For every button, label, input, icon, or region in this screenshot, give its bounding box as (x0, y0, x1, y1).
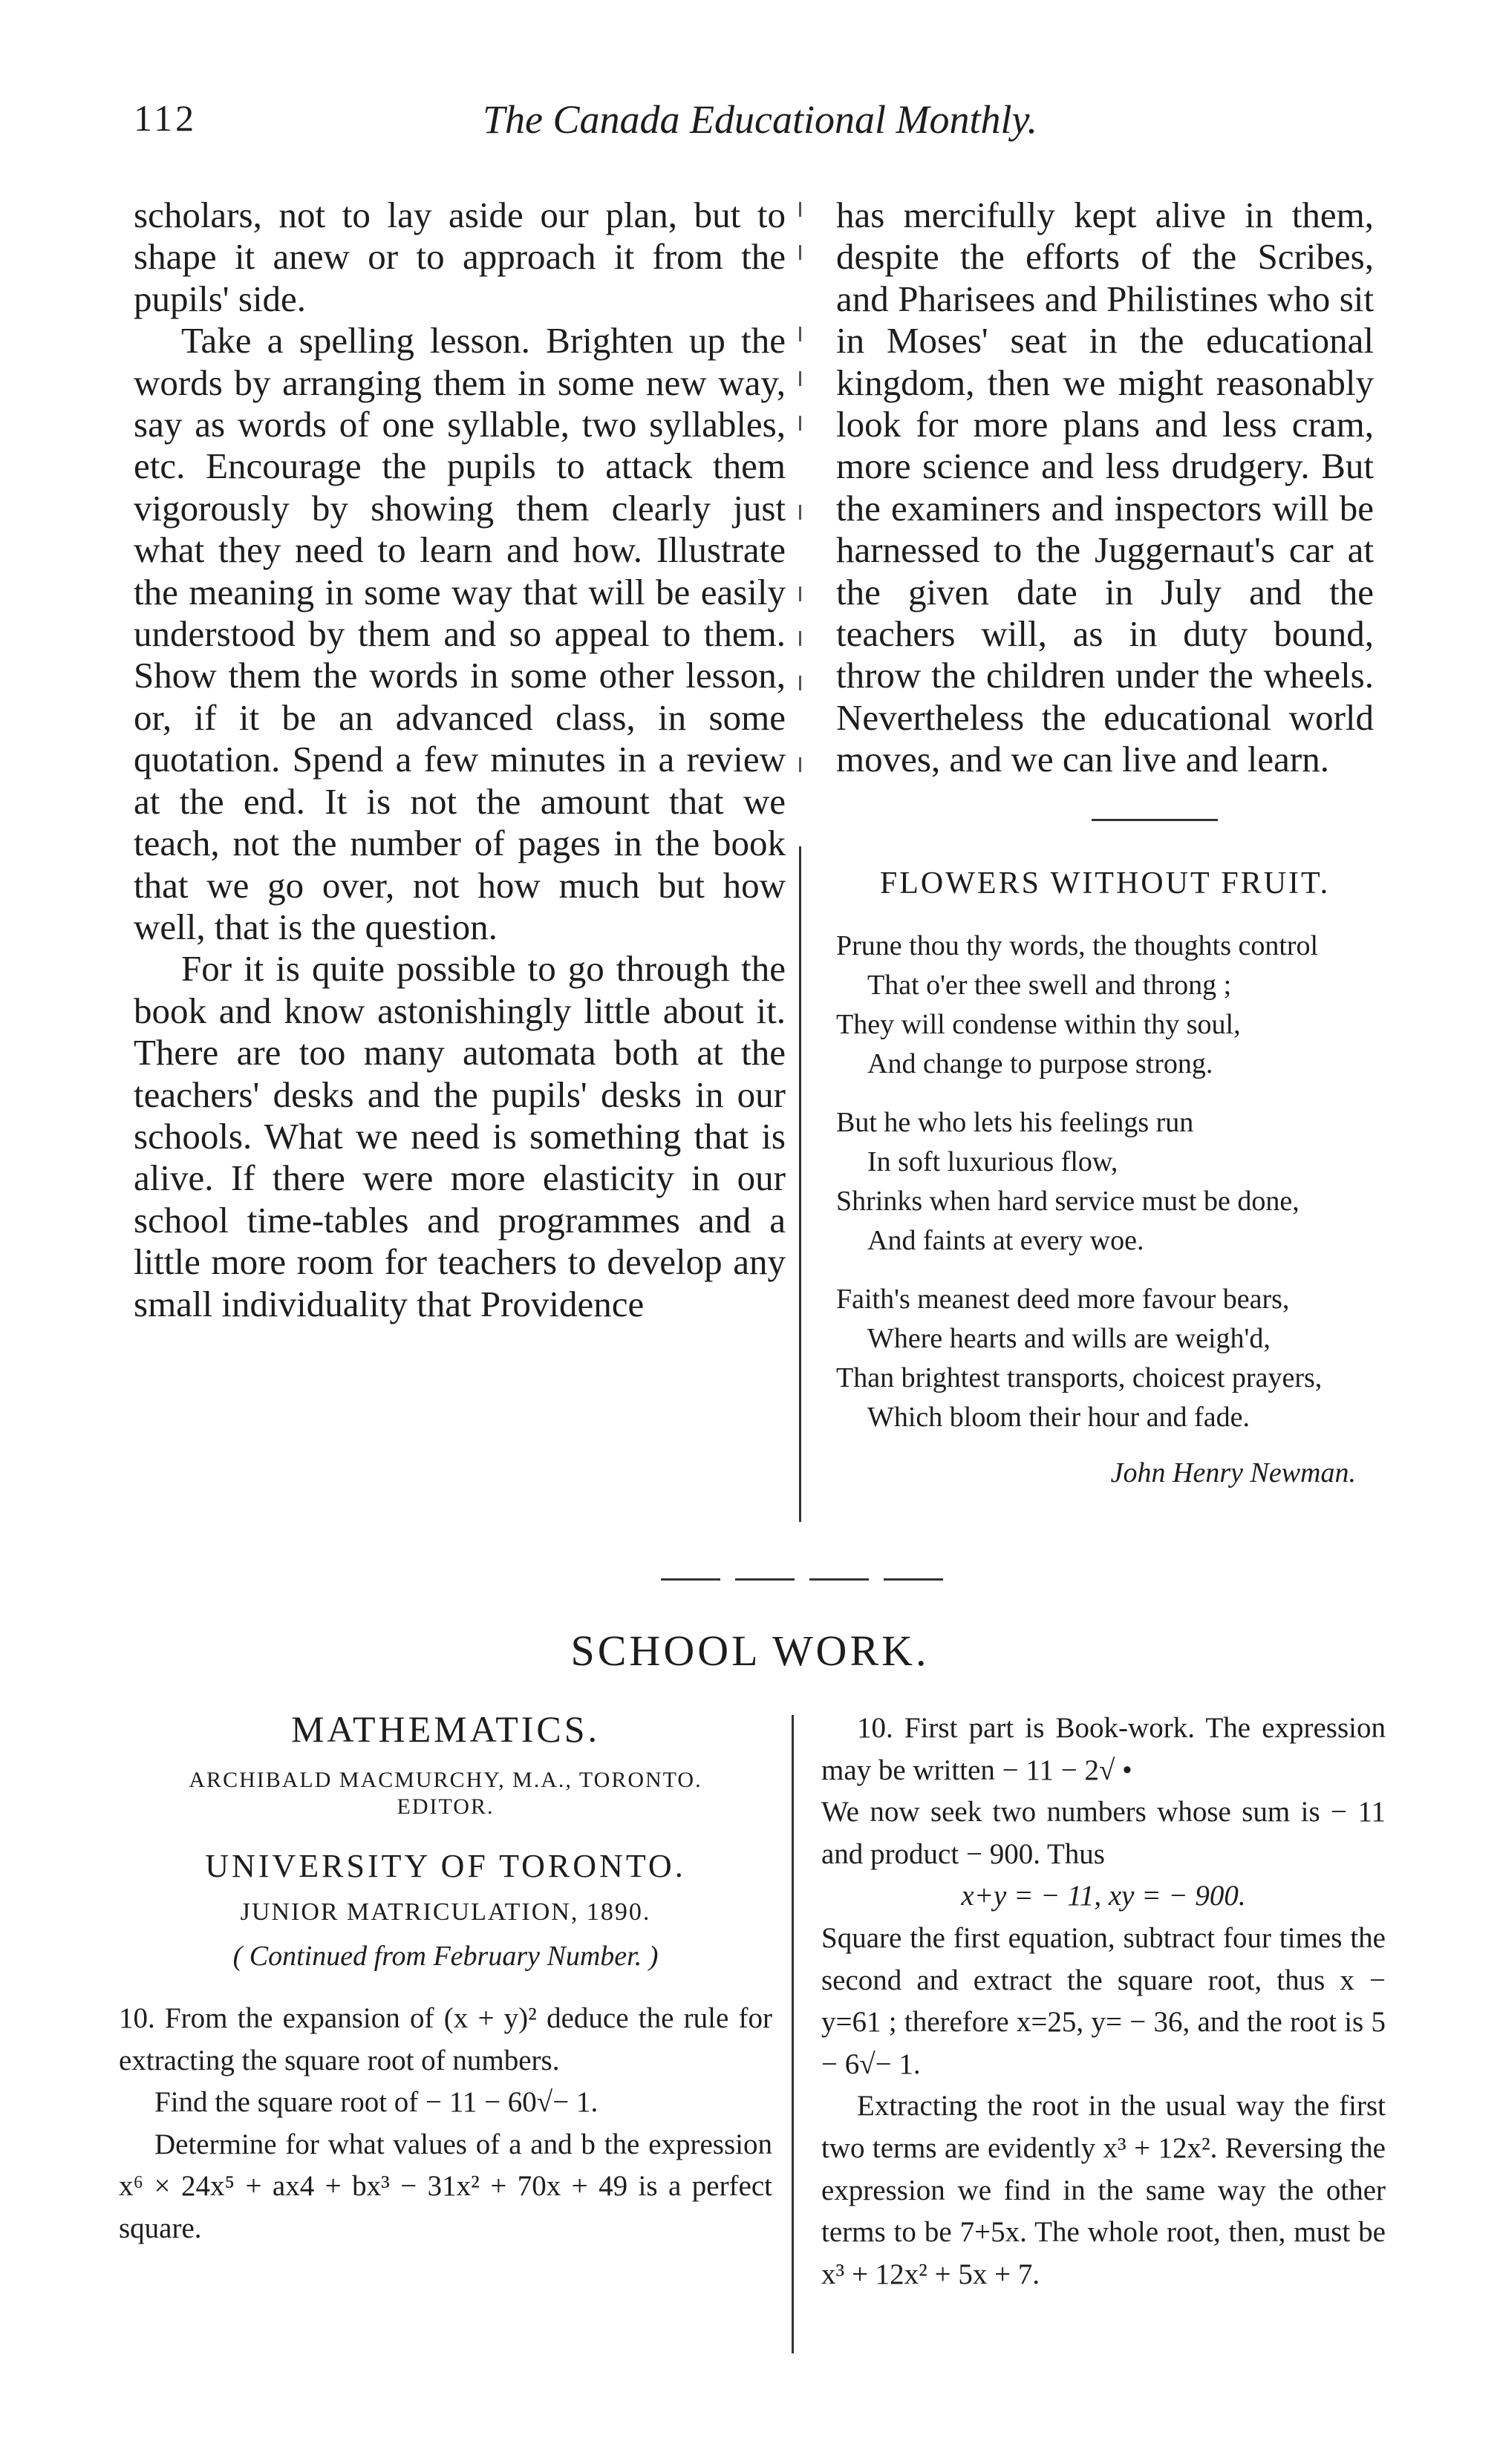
paragraph: Square the first equation, subtract four times the second and extract the square root, thus x − y=61 ; therefore x=25, y= − 36, and the root is 5 − 6√− 1. (821, 1921, 1386, 2080)
math-question (119, 1998, 772, 2250)
paragraph: has mercifully kept alive in them, despite the efforts of the Scribes, and Pharisees and Philistines who sit in Moses' seat in the educational kingdom, then we might reasonably look for more plans and less cram, more science and less drudgery. But the examiners and inspectors will be harnessed to the Juggernaut's car at the given date in July and the teachers will, as in duty bound, throw the children under the wheels. Nevertheless the educational world moves, and we can live and learn. (836, 195, 1374, 780)
section-divider (1092, 819, 1218, 821)
poem-line: Faith's meanest deed more favour bears, (836, 1284, 1290, 1315)
school-work-heading: SCHOOL WORK. (570, 1627, 930, 1675)
poem-line: That o'er thee swell and throng ; (867, 970, 1232, 1001)
page-number: 112 (134, 97, 198, 139)
poem-line: Prune thou thy words, the thoughts control (836, 930, 1319, 961)
poem-stanza (836, 1103, 1386, 1261)
poem-line: They will condense within thy soul, (836, 1009, 1241, 1040)
exam-heading: JUNIOR MATRICULATION, 1890. (240, 1898, 651, 1926)
running-header (134, 97, 1359, 156)
column-rule (799, 846, 801, 1522)
paragraph: Find the square root of − 11 − 60√− 1. (154, 2086, 599, 2119)
section-divider (809, 1578, 869, 1581)
right-column (836, 195, 1374, 781)
paragraph: Determine for what values of a and b the expression x⁶ × 24x⁵ + ax4 + bx³ − 31x² + 70x + 49 is a perfect square. (119, 2128, 772, 2244)
poem-line: But he who lets his feelings run (836, 1107, 1194, 1138)
section-divider (735, 1578, 795, 1581)
column-separator (799, 327, 801, 342)
editor-name: ARCHIBALD MACMURCHY, M.A., TORONTO. (189, 1768, 702, 1792)
paragraph: 10. From the expansion of (x + y)² deduce the rule for extracting the square root of numbers. (119, 2002, 772, 2076)
poem (836, 927, 1386, 1489)
paragraph: scholars, not to lay aside our plan, but to shape it anew or to approach it from the pupils' side. (134, 195, 786, 319)
paragraph: 10. First part is Book-work. The expression may be written − 11 − 2√ • (821, 1712, 1386, 1786)
mathematics-section (119, 1708, 772, 2250)
poem-line: And change to purpose strong. (867, 1048, 1213, 1079)
column-rule (792, 1715, 794, 2353)
poem-title: FLOWERS WITHOUT FRUIT. (879, 866, 1331, 901)
editor-label: EDITOR. (397, 1794, 495, 1819)
continued-note: ( Continued from February Number. ) (232, 1941, 659, 1972)
poem-line: And faints at every woe. (867, 1225, 1144, 1256)
journal-title: The Canada Educational Monthly. (483, 97, 1037, 142)
paragraph: For it is quite possible to go through the book and know astonishingly little about it. There are too many automata both at the teachers' desks and the pupils' desks in our schools. What we need is something that is alive. If there were more elasticity in our school time-tables and programmes and a little more room for teachers to develop any small individuality that Providence (134, 948, 786, 1324)
poem-line: Shrinks when hard service must be done, (836, 1186, 1300, 1217)
column-separator (799, 371, 801, 386)
column-separator (799, 202, 801, 217)
section-divider (884, 1578, 943, 1581)
section-title: MATHEMATICS. (290, 1708, 601, 1750)
column-separator (799, 757, 801, 772)
column-separator (799, 631, 801, 646)
column-separator (799, 416, 801, 431)
poem-line: Which bloom their hour and fade. (867, 1402, 1250, 1433)
poem-attribution: John Henry Newman. (1110, 1457, 1356, 1488)
paragraph: Extracting the root in the usual way the first two terms are evidently x³ + 12x². Reversing the expression we find in the same way the other terms to be 7+5x. The whole root, then, must be x³ + 12x² + 5x + 7. (821, 2090, 1386, 2290)
poem-line: In soft luxurious flow, (867, 1146, 1118, 1177)
left-column (134, 195, 786, 1325)
column-separator (799, 586, 801, 601)
equation: x+y = − 11, xy = − 900. (961, 1880, 1246, 1912)
column-separator (799, 245, 801, 260)
math-answer (821, 1708, 1386, 2295)
poem-stanza (836, 1280, 1386, 1437)
paragraph: Take a spelling lesson. Brighten up the words by arranging them in some new way, say as words of one syllable, two syllables, etc. Encourage the pupils to attack them vigorously by showing them clearly just what they need to learn and how. Illustrate the meaning in some way that will be easily understood by them and so appeal to them. Show them the words in some other lesson, or, if it be an advanced class, in some quotation. Spend a few minutes in a review at the end. It is not the amount that we teach, not the number of pages in the book that we go over, not how much but how well, that is the question. (134, 320, 786, 947)
column-separator (799, 505, 801, 520)
poem-line: Where hearts and wills are weigh'd, (867, 1323, 1271, 1354)
paragraph: We now seek two numbers whose sum is − 11 and product − 900. Thus (821, 1796, 1386, 1870)
column-separator (799, 676, 801, 690)
poem-stanza (836, 927, 1386, 1084)
poem-line: Than brightest transports, choicest prayers, (836, 1362, 1323, 1393)
section-divider (661, 1578, 720, 1581)
university-heading: UNIVERSITY OF TORONTO. (205, 1848, 686, 1884)
